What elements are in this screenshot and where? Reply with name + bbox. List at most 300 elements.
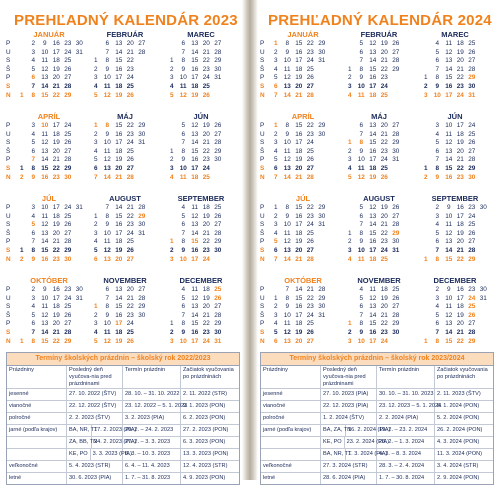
week-row: [166, 74, 224, 83]
day-cell: 4: [347, 255, 352, 263]
day-cell: [16, 156, 28, 165]
holiday-table: [260, 352, 494, 485]
day-cell: 22: [380, 229, 388, 237]
table-row: [7, 401, 239, 413]
day-cell: 23: [380, 329, 388, 336]
table-cell: 27. 10. 2022 (ŠTV): [67, 389, 123, 400]
day-cell: 21: [52, 156, 60, 164]
day-cell: 22: [306, 294, 314, 302]
day-cell: 26: [202, 91, 210, 99]
day-cell: 15: [369, 229, 377, 237]
day-cell: 5: [93, 156, 98, 164]
week-row: [90, 303, 148, 312]
week-row: [344, 131, 402, 140]
table-cell: 4. 3. 2024 (PON): [437, 439, 480, 445]
week-row: [166, 256, 224, 265]
week-row: [270, 131, 328, 140]
day-cell: 8: [359, 139, 364, 147]
day-cell: 10: [357, 247, 365, 254]
day-cell: 12: [445, 229, 453, 237]
day-cell: 9: [435, 83, 440, 90]
day-cell: 28: [126, 173, 134, 181]
month-name: DECEMBER: [179, 276, 223, 285]
table-row: [261, 389, 493, 401]
week-row: [90, 213, 148, 222]
day-cell: 6: [105, 286, 110, 293]
week-row: [420, 312, 489, 321]
day-cell: 2: [31, 286, 36, 293]
day-cell: 12: [357, 173, 365, 181]
day-cell: 23: [202, 65, 210, 73]
week-row: [90, 329, 148, 338]
day-cell: 18: [52, 212, 60, 220]
week-row: [270, 204, 328, 213]
weekday-label: P: [6, 122, 11, 129]
day-cell: 30: [479, 286, 487, 293]
week-row: [420, 213, 489, 222]
day-cell: [316, 156, 328, 165]
day-cell: 3: [93, 74, 98, 82]
day-cell: 14: [191, 311, 199, 319]
table-cell: 28. 3. – 2. 4. 2024: [377, 461, 435, 472]
day-cell: 8: [181, 57, 186, 65]
month-jún: [416, 112, 494, 180]
day-cell: 23: [202, 156, 210, 164]
day-cell: 21: [380, 130, 388, 138]
day-cell: 29: [64, 91, 72, 99]
day-cell: 28: [214, 139, 222, 147]
day-cell: 3: [423, 91, 428, 99]
day-cell: 17: [295, 139, 303, 147]
week-row: [344, 204, 402, 213]
weekday-label: U: [260, 48, 265, 56]
week-row: [166, 286, 224, 295]
day-cell: 16: [295, 130, 303, 138]
day-cell: 14: [41, 83, 49, 90]
day-cell: 30: [479, 204, 487, 211]
day-cell: 20: [115, 255, 123, 263]
table-row: [7, 473, 239, 484]
day-cell: [420, 122, 432, 131]
day-cell: [344, 295, 356, 304]
day-cell: 6: [273, 83, 278, 90]
day-cell: 31: [138, 229, 146, 237]
day-cell: 13: [369, 48, 377, 56]
day-cell: [16, 230, 28, 239]
day-cell: 24: [380, 247, 388, 254]
month-august: [340, 194, 418, 262]
day-cell: [420, 295, 432, 304]
day-cell: 11: [357, 91, 365, 99]
day-cell: 4: [435, 221, 440, 229]
day-cell: 23: [126, 65, 134, 73]
day-cell: 2: [169, 329, 174, 336]
day-cell: 27: [138, 40, 146, 47]
day-cell: 14: [283, 91, 291, 99]
day-cell: 21: [456, 329, 464, 336]
week-row: [420, 303, 489, 312]
day-cell: 26: [64, 139, 72, 147]
day-cell: 28: [214, 311, 222, 319]
day-cell: 25: [468, 221, 476, 229]
day-cell: [478, 256, 490, 265]
day-cell: [344, 122, 356, 131]
day-cell: 18: [380, 286, 388, 293]
week-row: [344, 312, 402, 321]
day-cell: 24: [126, 74, 134, 82]
day-cell: 5: [359, 204, 364, 211]
day-cell: 29: [318, 122, 326, 129]
day-cell: 7: [31, 83, 36, 90]
day-cell: 26: [64, 65, 72, 73]
day-cell: 17: [369, 337, 377, 345]
day-cell: 20: [202, 303, 210, 311]
day-cell: 4: [359, 286, 364, 293]
day-cell: 10: [283, 139, 291, 147]
day-cell: 2: [273, 48, 278, 56]
day-cell: 25: [468, 40, 476, 47]
day-cell: 9: [42, 286, 47, 293]
day-cell: 10: [283, 57, 291, 65]
table-cell: 1. 7. – 30. 8. 2024: [377, 473, 435, 484]
day-cell: 16: [41, 255, 49, 263]
week-row: [344, 303, 402, 312]
day-cell: [166, 295, 178, 304]
day-cell: 11: [41, 303, 49, 311]
day-cell: 9: [31, 255, 36, 263]
day-cell: 11: [357, 255, 365, 263]
day-cell: 31: [392, 247, 400, 254]
day-cell: [420, 238, 432, 247]
day-cell: 23: [380, 74, 388, 82]
day-cell: 28: [392, 130, 400, 138]
day-cell: 19: [380, 294, 388, 302]
week-row: [16, 57, 85, 66]
day-cell: [390, 92, 402, 101]
day-cell: [316, 320, 328, 329]
week-row: [420, 338, 489, 347]
day-cell: 15: [191, 147, 199, 155]
day-cell: 10: [283, 311, 291, 319]
day-cell: 25: [126, 329, 134, 336]
day-cell: 24: [306, 221, 314, 229]
week-row: [16, 238, 85, 247]
day-cell: 6: [181, 303, 186, 311]
day-cell: 13: [115, 286, 123, 293]
day-cell: 5: [435, 229, 440, 237]
day-cell: 15: [445, 74, 453, 82]
day-cell: 25: [202, 173, 210, 181]
weekday-label: S: [6, 57, 11, 65]
day-cell: 15: [41, 165, 49, 172]
day-cell: 9: [181, 65, 186, 73]
weekday-label: Š: [6, 229, 11, 237]
day-cell: 7: [181, 311, 186, 319]
day-cell: 1: [273, 40, 278, 47]
day-cell: 17: [191, 337, 199, 345]
day-cell: 3: [93, 320, 98, 328]
month-name: NOVEMBER: [357, 276, 401, 285]
day-cell: 29: [468, 74, 476, 82]
day-cell: 21: [202, 311, 210, 319]
day-cell: 1: [19, 165, 24, 172]
day-cell: 23: [126, 130, 134, 138]
day-cell: 16: [369, 74, 377, 82]
day-cell: 18: [191, 173, 199, 181]
day-cell: 22: [380, 320, 388, 328]
day-cell: 26: [64, 311, 72, 319]
week-row: [270, 247, 328, 256]
day-cell: 31: [479, 294, 487, 302]
week-row: [166, 221, 224, 230]
day-cell: 18: [202, 286, 210, 293]
day-cell: 8: [105, 122, 110, 129]
day-cell: 17: [115, 139, 123, 147]
table-cell: 26. 2. – 1. 3. 2024: [377, 437, 435, 448]
week-row: [344, 256, 402, 265]
day-cell: 7: [273, 255, 278, 263]
day-cell: [420, 156, 432, 165]
day-cell: 17: [456, 122, 464, 129]
week-row: [420, 238, 489, 247]
day-cell: 10: [41, 122, 49, 129]
day-cell: [166, 49, 178, 58]
day-cell: 12: [41, 311, 49, 319]
day-cell: 24: [126, 320, 134, 328]
week-row: [166, 156, 224, 165]
day-cell: 10: [41, 48, 49, 56]
day-cell: 8: [285, 294, 290, 302]
table-cell: jarné (podľa krajov): [261, 425, 321, 436]
day-cell: 2: [93, 221, 98, 229]
table-row: [7, 389, 239, 401]
day-cell: 4: [347, 165, 352, 172]
table-cell: 5. 2. 2024 (PON): [437, 415, 480, 421]
day-cell: 20: [380, 303, 388, 311]
day-cell: 19: [202, 122, 210, 129]
week-row: [16, 221, 85, 230]
week-row: [16, 312, 85, 321]
day-cell: [16, 238, 28, 247]
day-cell: 19: [202, 294, 210, 302]
table-cell: 6. 2. 2023 (PON): [183, 415, 226, 421]
week-row: [344, 247, 402, 256]
day-cell: [74, 74, 86, 83]
week-row: [270, 295, 328, 304]
day-cell: [166, 40, 178, 49]
day-cell: 9: [359, 147, 364, 155]
week-row: [90, 66, 148, 75]
day-cell: 26: [214, 212, 222, 220]
table-cell: 2. 11. 2023 (ŠTV): [437, 391, 481, 397]
day-cell: 4: [273, 229, 278, 237]
day-cell: 27: [306, 247, 314, 254]
day-cell: [74, 57, 86, 66]
day-cell: 17: [52, 48, 60, 56]
day-cell: 27: [64, 74, 72, 82]
week-row: [344, 295, 402, 304]
day-cell: 7: [31, 156, 36, 164]
week-row: [90, 204, 148, 213]
week-row: [344, 338, 402, 347]
day-cell: 25: [64, 130, 72, 138]
day-cell: 18: [295, 65, 303, 73]
day-cell: 27: [214, 303, 222, 311]
day-cell: [420, 329, 432, 338]
day-cell: [316, 230, 328, 239]
day-cell: 10: [41, 204, 49, 211]
table-cell: 2. 2. 2024 (PIA): [377, 413, 435, 424]
week-row: [344, 92, 402, 101]
day-cell: 29: [64, 247, 72, 254]
day-cell: 8: [181, 320, 186, 328]
day-cell: 12: [103, 156, 111, 164]
week-row: [90, 122, 148, 131]
day-cell: 12: [283, 329, 291, 336]
day-cell: 20: [295, 83, 303, 90]
weekday-label: N: [6, 255, 11, 263]
week-row: [270, 156, 328, 165]
day-cell: [316, 83, 328, 92]
day-cell: 19: [456, 139, 464, 147]
table-cell: [67, 449, 132, 460]
day-cell: 21: [126, 204, 134, 211]
day-cell: 14: [41, 329, 49, 336]
table-header-cell: Začiatok vyučovania po prázdninách: [437, 367, 488, 380]
day-cell: 22: [456, 337, 464, 345]
week-row: [420, 295, 489, 304]
day-cell: 12: [103, 337, 111, 345]
day-cell: 19: [52, 221, 60, 229]
day-cell: 1: [93, 57, 98, 65]
week-row: [16, 256, 85, 265]
table-cell: 6. 3. 2023 (PON): [183, 439, 226, 445]
day-cell: 30: [392, 238, 400, 246]
day-cell: 24: [202, 74, 210, 82]
weekday-label: U: [260, 212, 265, 220]
day-cell: 14: [445, 329, 453, 336]
day-cell: [16, 312, 28, 321]
week-row: [270, 338, 328, 347]
day-cell: [420, 230, 432, 239]
table-cell: 5. 4. 2023 (STR): [67, 461, 123, 472]
page-title: PREHĽADNÝ KALENDÁR 2024: [268, 12, 492, 29]
day-cell: [74, 66, 86, 75]
page-2023: [4, 0, 240, 480]
weekday-label: S: [6, 83, 11, 90]
week-row: [344, 238, 402, 247]
day-cell: 10: [357, 83, 365, 90]
day-cell: 3: [93, 139, 98, 147]
day-cell: 9: [181, 156, 186, 164]
month-name: DECEMBER: [433, 276, 477, 285]
day-cell: 27: [306, 165, 314, 172]
week-row: [166, 303, 224, 312]
day-cell: 4: [181, 286, 186, 293]
day-cell: 31: [138, 139, 146, 147]
day-cell: 22: [202, 238, 210, 246]
day-cell: 3: [273, 311, 278, 319]
day-cell: [136, 256, 148, 265]
month-name: OKTÓBER: [284, 276, 322, 285]
table-cell: [7, 449, 67, 460]
day-cell: 12: [41, 65, 49, 73]
day-cell: [74, 92, 86, 101]
day-cell: [16, 57, 28, 66]
holiday-table: [6, 352, 240, 485]
day-cell: 23: [126, 221, 134, 229]
day-cell: 8: [31, 165, 36, 172]
table-cell: veľkonočné: [261, 461, 321, 472]
day-cell: 12: [369, 294, 377, 302]
day-cell: 23: [306, 303, 314, 311]
day-cell: [344, 40, 356, 49]
day-cell: 8: [359, 65, 364, 73]
week-row: [90, 49, 148, 58]
day-cell: [420, 247, 432, 256]
day-cell: 17: [115, 320, 123, 328]
table-cell: 13. 3. 2023 (PON): [183, 451, 229, 457]
day-cell: [16, 320, 28, 329]
day-cell: 7: [435, 247, 440, 254]
day-cell: [420, 57, 432, 66]
day-cell: [270, 286, 282, 295]
week-row: [16, 131, 74, 140]
day-cell: 21: [456, 65, 464, 73]
day-cell: 6: [181, 40, 186, 47]
day-cell: 20: [295, 337, 303, 345]
day-cell: [212, 256, 224, 265]
day-cell: [166, 131, 178, 140]
month-december: [416, 276, 494, 344]
weekday-label: S: [260, 83, 265, 90]
day-cell: 5: [273, 329, 278, 336]
day-cell: [136, 320, 148, 329]
day-cell: 7: [273, 91, 278, 99]
day-cell: [420, 131, 432, 140]
table-cell: 1. 2. 2024 (ŠTV): [321, 413, 377, 424]
table-row: [7, 461, 239, 473]
day-cell: 20: [52, 229, 60, 237]
table-row: [261, 437, 493, 449]
day-cell: 21: [115, 173, 123, 181]
day-cell: 12: [191, 122, 199, 129]
weekday-label: N: [6, 173, 11, 181]
day-cell: 9: [181, 329, 186, 336]
day-cell: 23: [64, 40, 72, 47]
day-cell: 1: [19, 91, 24, 99]
day-cell: 28: [392, 221, 400, 229]
weekday-label: S: [6, 165, 11, 172]
weekday-label: Š: [260, 147, 265, 155]
day-cell: 21: [52, 83, 60, 90]
day-cell: [16, 148, 28, 157]
month-január: [6, 30, 88, 99]
table-cell: 4. 3. – 8. 3. 2024: [377, 449, 435, 460]
day-cell: 13: [445, 147, 453, 155]
weekday-label: P: [6, 320, 11, 328]
day-cell: 30: [318, 130, 326, 138]
day-cell: [16, 131, 28, 140]
week-row: [16, 295, 85, 304]
day-cell: [478, 329, 490, 338]
day-cell: 18: [295, 147, 303, 155]
day-cell: 19: [456, 229, 464, 237]
week-row: [420, 66, 478, 75]
day-cell: [478, 247, 490, 256]
day-cell: 26: [64, 221, 72, 229]
day-cell: 22: [306, 40, 314, 47]
